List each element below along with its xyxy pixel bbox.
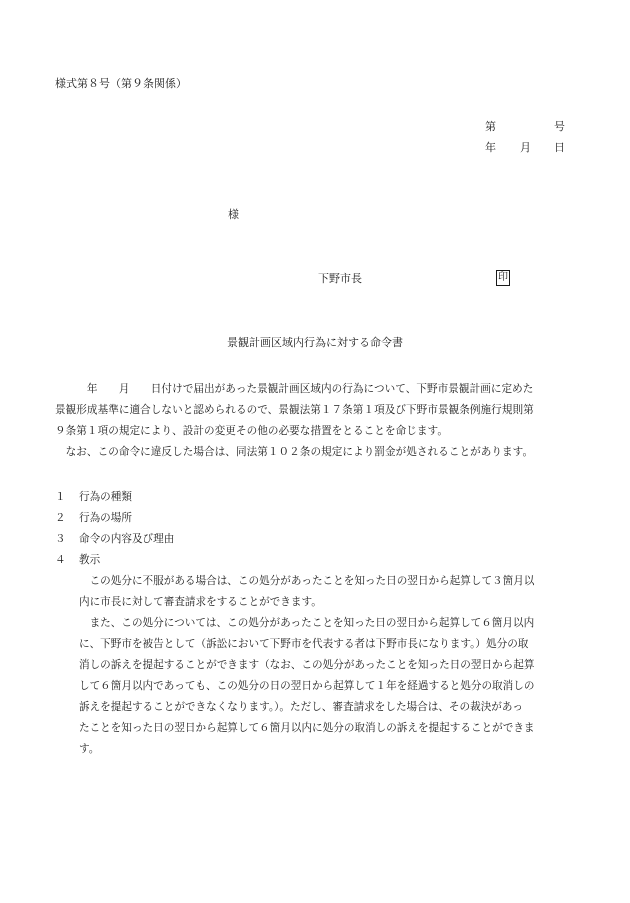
body-line: 景観形成基準に適合しないと認められるので、景観法第１７条第１項及び下野市景観条例施行規則第 xyxy=(55,404,534,416)
instruction-line: また、この処分については、この処分があったことを知った日の翌日から起算して６箇月以内 xyxy=(79,617,535,629)
sender-title: 下野市長 xyxy=(318,272,362,285)
instruction-line: 訴えを提起することができなくなります。）。ただし、審査請求をした場合は、その裁決があっ xyxy=(79,701,523,713)
date-month: 月 xyxy=(520,141,531,154)
item-label: 命令の内容及び理由 xyxy=(79,533,175,545)
document-body xyxy=(55,379,575,463)
item-list xyxy=(55,487,575,571)
list-item xyxy=(55,550,575,571)
document-title: 景観計画区域内行為に対する命令書 xyxy=(227,336,403,349)
instruction-line: 消しの訴えを提起することができます（なお、この処分があったことを知った日の翌日から起算 xyxy=(79,659,535,671)
instruction-line: 内に市長に対して審査請求をすることができます。 xyxy=(79,596,322,608)
item-number: １ xyxy=(55,491,66,503)
date-year: 年 xyxy=(485,141,496,154)
item-label: 行為の種類 xyxy=(79,491,132,503)
form-number-label: 様式第８号（第９条関係） xyxy=(55,77,187,90)
list-item xyxy=(55,508,575,529)
body-line: ９条第１項の規定により、設計の変更その他の必要な措置をとることを命じます。 xyxy=(55,425,448,437)
list-item xyxy=(55,487,575,508)
instruction-line: して６箇月以内であっても、この処分の日の翌日から起算して１年を経過すると処分の取消しの xyxy=(79,680,535,692)
instruction-line: す。 xyxy=(79,743,100,755)
number-suffix: 号 xyxy=(554,120,565,133)
list-item xyxy=(55,529,575,550)
instruction-line: たことを知った日の翌日から起算して６箇月以内に処分の取消しの訴えを提起することができま xyxy=(79,722,535,734)
body-line: なお、この命令に違反した場合は、同法第１０２条の規定により罰金が処されることがあります。 xyxy=(55,446,534,458)
instruction-line: に、下野市を被告として（訴訟において下野市を代表する者は下野市長になります。）処分の取 xyxy=(79,638,529,650)
seal-stamp: 印 xyxy=(496,270,510,286)
item-number: ４ xyxy=(55,554,66,566)
instruction-text xyxy=(79,571,579,760)
item-number: ３ xyxy=(55,533,66,545)
addressee-honorific: 様 xyxy=(228,208,239,221)
item-label: 教示 xyxy=(79,554,101,566)
number-prefix: 第 xyxy=(485,120,496,133)
item-label: 行為の場所 xyxy=(79,512,132,524)
body-line: 年 月 日付けで届出があった景観計画区域内の行為について、下野市景観計画に定めた xyxy=(55,383,534,395)
instruction-line: この処分に不服がある場合は、この処分があったことを知った日の翌日から起算して３箇月以 xyxy=(79,575,535,587)
item-number: ２ xyxy=(55,512,66,524)
date-day: 日 xyxy=(554,141,565,154)
